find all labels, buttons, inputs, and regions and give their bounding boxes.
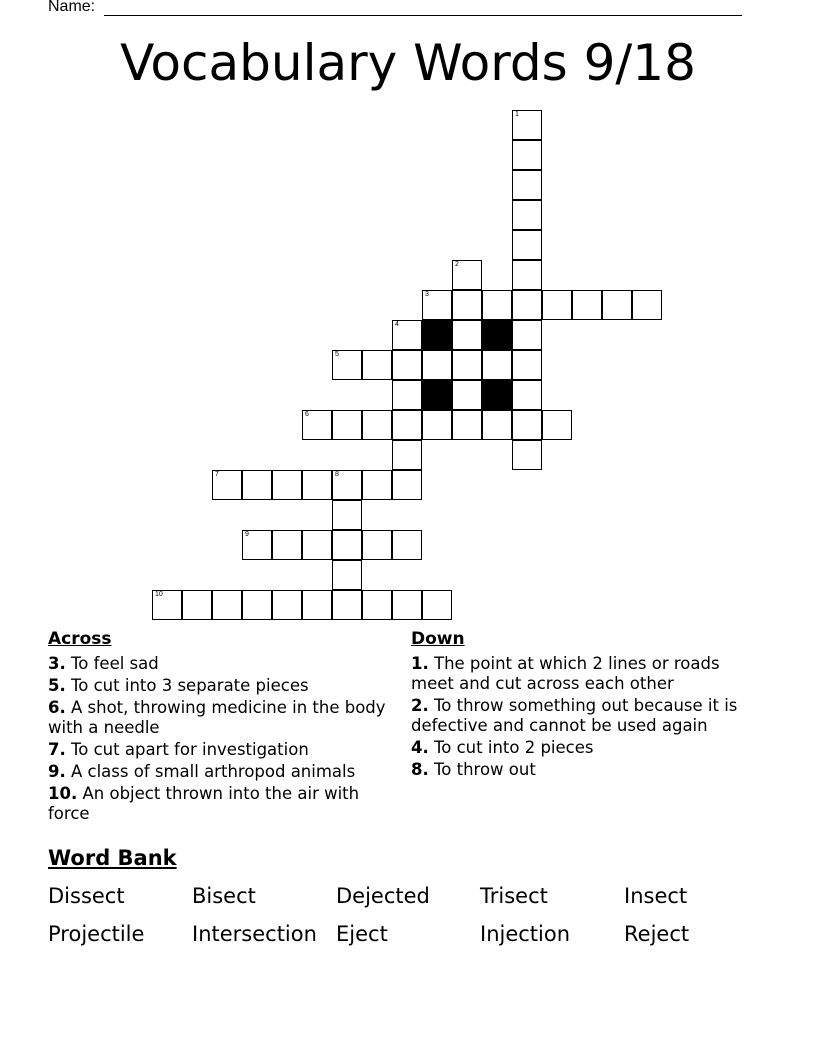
down-clue	[411, 696, 761, 736]
clue-number: 10.	[48, 784, 78, 803]
crossword-cell[interactable]	[362, 530, 392, 560]
crossword-cell[interactable]	[422, 290, 452, 320]
crossword-cell[interactable]	[362, 410, 392, 440]
crossword-cell[interactable]	[392, 410, 422, 440]
crossword-cell[interactable]	[302, 590, 332, 620]
crossword-cell[interactable]	[542, 290, 572, 320]
crossword-cell[interactable]	[152, 590, 182, 620]
crossword-block	[482, 320, 512, 350]
word-bank-heading: Word Bank	[48, 846, 177, 870]
page-title: Vocabulary Words 9/18	[120, 34, 696, 92]
crossword-cell[interactable]	[512, 440, 542, 470]
clue-number: 2.	[411, 696, 429, 715]
cell-number: 8	[335, 471, 339, 478]
crossword-cell[interactable]	[512, 110, 542, 140]
crossword-cell[interactable]	[542, 410, 572, 440]
down-clue	[411, 654, 761, 694]
clue-number: 7.	[48, 740, 66, 759]
clue-number: 4.	[411, 738, 429, 757]
clue-text: To throw something out because it is defective and cannot be used again	[411, 696, 738, 735]
crossword-cell[interactable]	[302, 410, 332, 440]
crossword-cell[interactable]	[392, 350, 422, 380]
word-bank-item: Eject	[336, 922, 388, 946]
clue-number: 8.	[411, 760, 429, 779]
crossword-cell[interactable]	[482, 290, 512, 320]
clue-text: To throw out	[428, 760, 536, 779]
word-bank-item: Intersection	[192, 922, 317, 946]
crossword-cell[interactable]	[452, 380, 482, 410]
clue-text: To cut into 2 pieces	[428, 738, 594, 757]
crossword-cell[interactable]	[602, 290, 632, 320]
down-clues	[411, 628, 761, 782]
word-bank-item: Projectile	[48, 922, 145, 946]
crossword-cell[interactable]	[512, 290, 542, 320]
crossword-cell[interactable]	[212, 470, 242, 500]
crossword-cell[interactable]	[452, 290, 482, 320]
crossword-cell[interactable]	[422, 350, 452, 380]
crossword-cell[interactable]	[512, 200, 542, 230]
clue-number: 5.	[48, 676, 66, 695]
crossword-cell[interactable]	[392, 440, 422, 470]
crossword-cell[interactable]	[242, 530, 272, 560]
clue-text: To cut apart for investigation	[65, 740, 309, 759]
across-clue	[48, 676, 398, 696]
word-bank-item: Insect	[624, 884, 688, 908]
cell-number: 1	[515, 111, 519, 118]
crossword-cell[interactable]	[512, 140, 542, 170]
word-bank-item: Dejected	[336, 884, 430, 908]
crossword-cell[interactable]	[302, 470, 332, 500]
crossword-cell[interactable]	[362, 470, 392, 500]
down-clue	[411, 738, 761, 758]
crossword-cell[interactable]	[572, 290, 602, 320]
clue-number: 9.	[48, 762, 66, 781]
cell-number: 5	[335, 351, 339, 358]
crossword-cell[interactable]	[482, 350, 512, 380]
cell-number: 4	[395, 321, 399, 328]
down-heading: Down	[411, 629, 465, 649]
crossword-cell[interactable]	[272, 530, 302, 560]
word-bank-item: Reject	[624, 922, 690, 946]
crossword-cell[interactable]	[392, 590, 422, 620]
crossword-cell[interactable]	[332, 410, 362, 440]
crossword-cell[interactable]	[242, 590, 272, 620]
word-bank-item: Dissect	[48, 884, 125, 908]
crossword-cell[interactable]	[512, 260, 542, 290]
across-clue	[48, 784, 398, 824]
clue-number: 3.	[48, 654, 66, 673]
clue-text: A class of small arthropod animals	[65, 762, 356, 781]
crossword-cell[interactable]	[332, 590, 362, 620]
crossword-cell[interactable]	[302, 530, 332, 560]
across-heading: Across	[48, 629, 112, 649]
crossword-cell[interactable]	[362, 590, 392, 620]
word-bank-item: Trisect	[480, 884, 548, 908]
cell-number: 7	[215, 471, 219, 478]
crossword-cell[interactable]	[362, 350, 392, 380]
crossword-cell[interactable]	[512, 350, 542, 380]
clue-text: To cut into 3 separate pieces	[65, 676, 309, 695]
crossword-cell[interactable]	[632, 290, 662, 320]
crossword-cell[interactable]	[242, 470, 272, 500]
crossword-cell[interactable]	[512, 230, 542, 260]
crossword-cell[interactable]	[272, 470, 302, 500]
word-bank-item: Bisect	[192, 884, 256, 908]
clue-text: To feel sad	[65, 654, 159, 673]
crossword-cell[interactable]	[332, 500, 362, 530]
clue-number: 6.	[48, 698, 66, 717]
cell-number: 2	[455, 261, 459, 268]
crossword-cell[interactable]	[392, 530, 422, 560]
crossword-cell[interactable]	[422, 590, 452, 620]
cell-number: 10	[155, 591, 163, 598]
cell-number: 9	[245, 531, 249, 538]
clue-text: A shot, throwing medicine in the body with a needle	[48, 698, 386, 737]
clue-number: 1.	[411, 654, 429, 673]
clue-text: An object thrown into the air with force	[48, 784, 360, 823]
crossword-cell[interactable]	[392, 380, 422, 410]
across-clue	[48, 740, 398, 760]
word-bank-item: Injection	[480, 922, 571, 946]
crossword-block	[482, 380, 512, 410]
crossword-cell[interactable]	[332, 350, 362, 380]
crossword-cell[interactable]	[452, 410, 482, 440]
down-clue	[411, 760, 761, 780]
across-clues	[48, 628, 398, 826]
crossword-cell[interactable]	[212, 590, 242, 620]
clue-text: The point at which 2 lines or roads meet and cut across each other	[411, 654, 720, 693]
crossword-cell[interactable]	[452, 260, 482, 290]
across-clue	[48, 698, 398, 738]
crossword-cell[interactable]	[332, 530, 362, 560]
crossword-cell[interactable]	[452, 350, 482, 380]
crossword-cell[interactable]	[512, 170, 542, 200]
cell-number: 3	[425, 291, 429, 298]
crossword-block	[422, 380, 452, 410]
crossword-cell[interactable]	[422, 410, 452, 440]
crossword-cell[interactable]	[512, 320, 542, 350]
crossword-cell[interactable]	[392, 320, 422, 350]
crossword-cell[interactable]	[272, 590, 302, 620]
crossword-cell[interactable]	[392, 470, 422, 500]
crossword-cell[interactable]	[512, 380, 542, 410]
crossword-block	[422, 320, 452, 350]
crossword-cell[interactable]	[512, 410, 542, 440]
crossword-cell[interactable]	[332, 560, 362, 590]
crossword-cell[interactable]	[482, 410, 512, 440]
cell-number: 6	[305, 411, 309, 418]
crossword-cell[interactable]	[452, 320, 482, 350]
crossword-cell[interactable]	[332, 470, 362, 500]
across-clue	[48, 654, 398, 674]
name-label: Name:	[48, 0, 96, 15]
across-clue	[48, 762, 398, 782]
crossword-cell[interactable]	[182, 590, 212, 620]
